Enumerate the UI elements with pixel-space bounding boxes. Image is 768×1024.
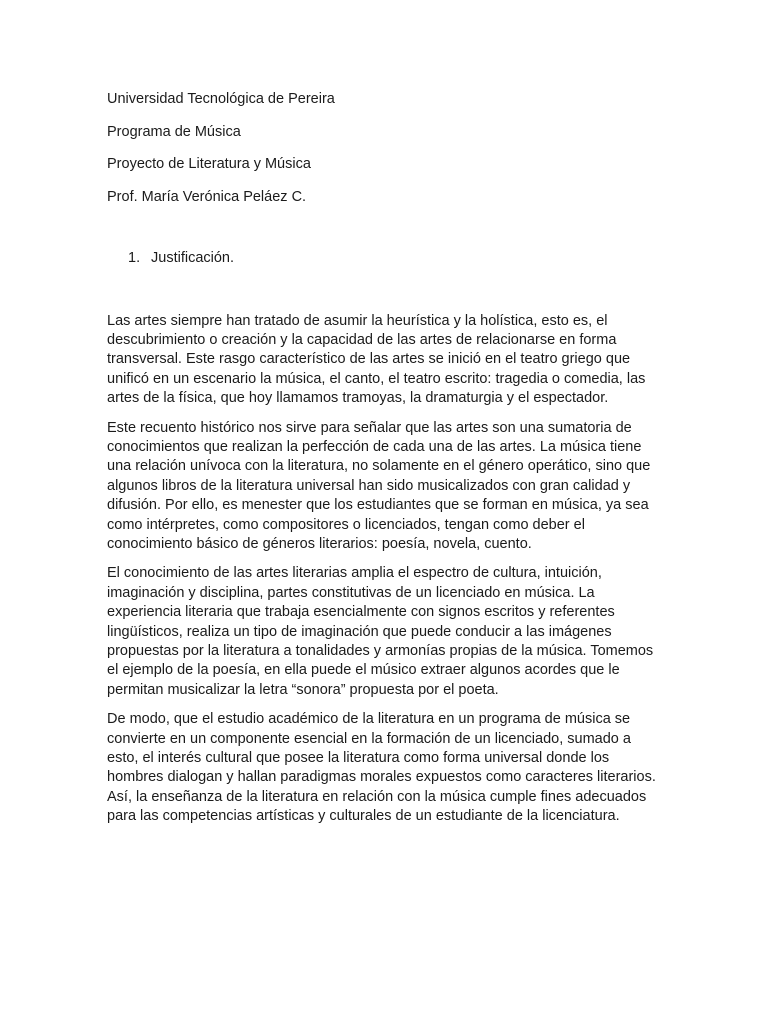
paragraph-line: para las competencias artísticas y culturales de un estudiante de la licenciatura. <box>107 808 620 825</box>
paragraph-line: algunos libros de la literatura universal han sido musicalizados con gran calidad y <box>107 477 631 494</box>
paragraph-line: conocimientos que realizan la perfección de cada una de las artes. La música tiene <box>107 438 642 455</box>
paragraph-line: Así, la enseñanza de la literatura en relación con la música cumple fines adecuados <box>107 788 647 805</box>
paragraph-line: lingüísticos, realiza un tipo de imaginación que puede conducir a las imágenes <box>107 623 612 640</box>
paragraph-line: Las artes siempre han tratado de asumir la heurística y la holística, esto es, el <box>107 312 608 329</box>
section-number: 1. <box>128 249 141 266</box>
paragraph <box>107 312 673 409</box>
paragraph <box>107 564 673 700</box>
project-name: Proyecto de Literatura y Música <box>107 156 311 172</box>
document-header <box>107 89 673 207</box>
paragraph-line: como intérpretes, como compositores o licenciados, tengan como deber el <box>107 516 585 533</box>
paragraph-line: el ejemplo de la poesía, en ella puede el músico extraer algunos acordes que le <box>107 662 620 679</box>
paragraph-line: hombres dialogan y hallan paradigmas morales expuestos como caracteres literarios. <box>107 769 656 786</box>
program-name: Programa de Música <box>107 123 241 140</box>
section-title: Justificación. <box>151 249 235 266</box>
section-heading <box>107 248 673 268</box>
document-page <box>107 89 673 837</box>
paragraph-line: De modo, que el estudio académico de la literatura en un programa de música se <box>107 711 631 728</box>
paragraph-line: convierte en un componente esencial en la formación de un licenciado, sumado a <box>107 730 631 747</box>
paragraph-line: unificó en un escenario la música, el canto, el teatro escrito: tragedia o comedia, las <box>107 370 646 387</box>
paragraph-line: El conocimiento de las artes literarias amplia el espectro de cultura, intuición, <box>107 565 602 582</box>
paragraph-line: conocimiento básico de géneros literarios: poesía, novela, cuento. <box>107 535 532 552</box>
paragraph-line: propuestas por la literatura a tonalidades y armonías propias de la música. Tomemos <box>107 643 654 659</box>
paragraph <box>107 419 673 555</box>
paragraph-line: permitan musicalizar la letra “sonora” propuesta por el poeta. <box>107 681 499 698</box>
paragraph-line: experiencia literaria que trabaja esencialmente con signos escritos y referentes <box>107 604 615 621</box>
body-text <box>107 312 673 827</box>
paragraph-line: esto, el interés cultural que posee la literatura como forma universal donde los <box>107 750 610 767</box>
paragraph-line: transversal. Este rasgo característico de las artes se inició en el teatro griego que <box>107 351 631 368</box>
professor-name: Prof. María Verónica Peláez C. <box>107 188 307 205</box>
section-list <box>107 248 673 268</box>
institution-name: Universidad Tecnológica de Pereira <box>107 91 335 107</box>
paragraph-line: difusión. Por ello, es menester que los estudiantes que se forman en música, ya sea <box>107 497 649 514</box>
paragraph <box>107 710 673 826</box>
paragraph-line: imaginación y disciplina, partes constitutivas de un licenciado en música. La <box>107 584 595 601</box>
paragraph-line: descubrimiento o creación y la capacidad de las artes de relacionarse en forma <box>107 331 617 348</box>
paragraph-line: artes de la física, que hoy llamamos tramoyas, la dramaturgia y el espectador. <box>107 390 609 407</box>
paragraph-line: Este recuento histórico nos sirve para señalar que las artes son una sumatoria de <box>107 419 632 436</box>
paragraph-line: una relación unívoca con la literatura, no solamente en el género operático, sino que <box>107 458 651 475</box>
